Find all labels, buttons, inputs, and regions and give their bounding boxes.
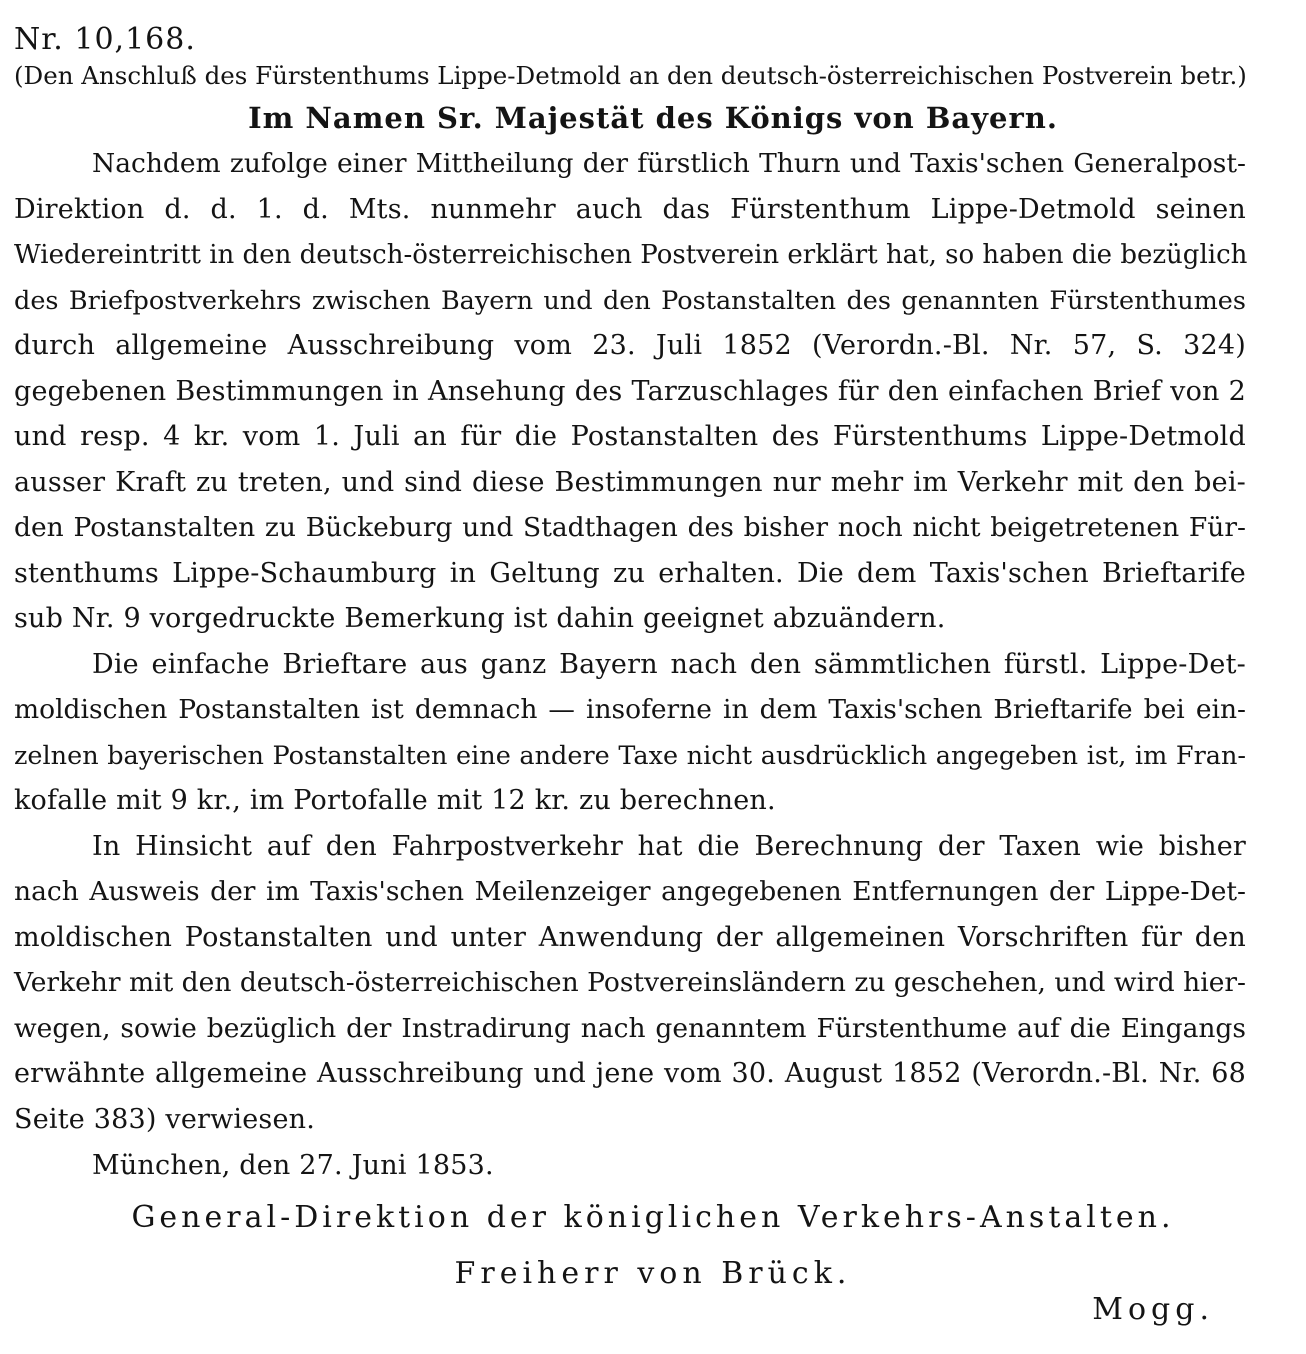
paragraph-1-line-2: Direktion d. d. 1. d. Mts. nunmehr auch das Fürstenthum Lippe-Detmold seinen	[14, 194, 1246, 225]
signature-cosigner: Mogg.	[1092, 1292, 1214, 1327]
paragraph-3-line-4: Verkehr mit den deutsch-österreichischen Postvereinsländern zu geschehen, und wird hier-	[14, 967, 1246, 998]
paragraph-2-line-1: Die einfache Brieftare aus ganz Bayern nach den sämmtlichen fürstl. Lippe-Det-	[92, 649, 1246, 680]
paragraph-3-line-2: nach Ausweis der im Taxis'schen Meilenzeiger angegebenen Entfernungen der Lippe-Det-	[14, 876, 1246, 907]
paragraph-1-line-5: durch allgemeine Ausschreibung vom 23. Juli 1852 (Verordn.-Bl. Nr. 57, S. 324)	[14, 330, 1246, 361]
paragraph-1-line-7: und resp. 4 kr. vom 1. Juli an für die Postanstalten des Fürstenthums Lippe-Detmold	[14, 421, 1246, 452]
paragraph-3-line-7: Seite 383) verwiesen.	[14, 1104, 316, 1135]
decree-number: Nr. 10,168.	[14, 22, 196, 57]
paragraph-3-line-5: wegen, sowie bezüglich der Instradirung nach genanntem Fürstenthume auf die Eingangs	[14, 1013, 1246, 1044]
decree-subject: (Den Anschluß des Fürstenthums Lippe-Detmold an den deutsch-österreichischen Postverein betr.)	[14, 61, 1247, 90]
paragraph-1-line-9: den Postanstalten zu Bückeburg und Stadthagen des bisher noch nicht beigetretenen Für-	[14, 512, 1246, 543]
issuing-authority: General-Direktion der königlichen Verkehrs-Anstalten.	[131, 1200, 1175, 1235]
paragraph-1-line-4: des Briefpostverkehrs zwischen Bayern und den Postanstalten des genannten Fürstenthumes	[14, 286, 1246, 316]
paragraph-1-line-1: Nachdem zufolge einer Mittheilung der fürstlich Thurn und Taxis'schen Generalpost-	[92, 148, 1246, 179]
paragraph-1-line-6: gegebenen Bestimmungen in Ansehung des Tarzuschlages für den einfachen Brief von 2	[14, 376, 1246, 407]
paragraph-1-line-3: Wiedereintritt in den deutsch-österreichischen Postverein erklärt hat, so haben die bezüglich	[14, 240, 1248, 270]
paragraph-2-line-4: kofalle mit 9 kr., im Portofalle mit 12 kr. zu berechnen.	[14, 785, 776, 816]
paragraph-2-line-3: zelnen bayerischen Postanstalten eine andere Taxe nicht ausdrücklich angegeben ist, im Fran-	[14, 741, 1246, 771]
paragraph-1-line-8: ausser Kraft zu treten, und sind diese Bestimmungen nur mehr im Verkehr mit den bei-	[14, 467, 1246, 498]
date-line: München, den 27. Juni 1853.	[92, 1150, 494, 1181]
paragraph-3-line-1: In Hinsicht auf den Fahrpostverkehr hat die Berechnung der Taxen wie bisher	[92, 831, 1246, 862]
signature-signer: Freiherr von Brück.	[454, 1256, 852, 1291]
paragraph-3-line-6: erwähnte allgemeine Ausschreibung und jene vom 30. August 1852 (Verordn.-Bl. Nr. 68	[14, 1058, 1246, 1089]
paragraph-2-line-2: moldischen Postanstalten ist demnach — insoferne in dem Taxis'schen Brieftarife bei ein-	[14, 694, 1246, 725]
royal-formula: Im Namen Sr. Majestät des Königs von Bayern.	[248, 101, 1058, 135]
paragraph-3-line-3: moldischen Postanstalten und unter Anwendung der allgemeinen Vorschriften für den	[14, 922, 1246, 953]
paragraph-1-line-10: stenthums Lippe-Schaumburg in Geltung zu erhalten. Die dem Taxis'schen Brieftarife	[14, 558, 1246, 589]
paragraph-1-line-11: sub Nr. 9 vorgedruckte Bemerkung ist dahin geeignet abzuändern.	[14, 603, 946, 634]
